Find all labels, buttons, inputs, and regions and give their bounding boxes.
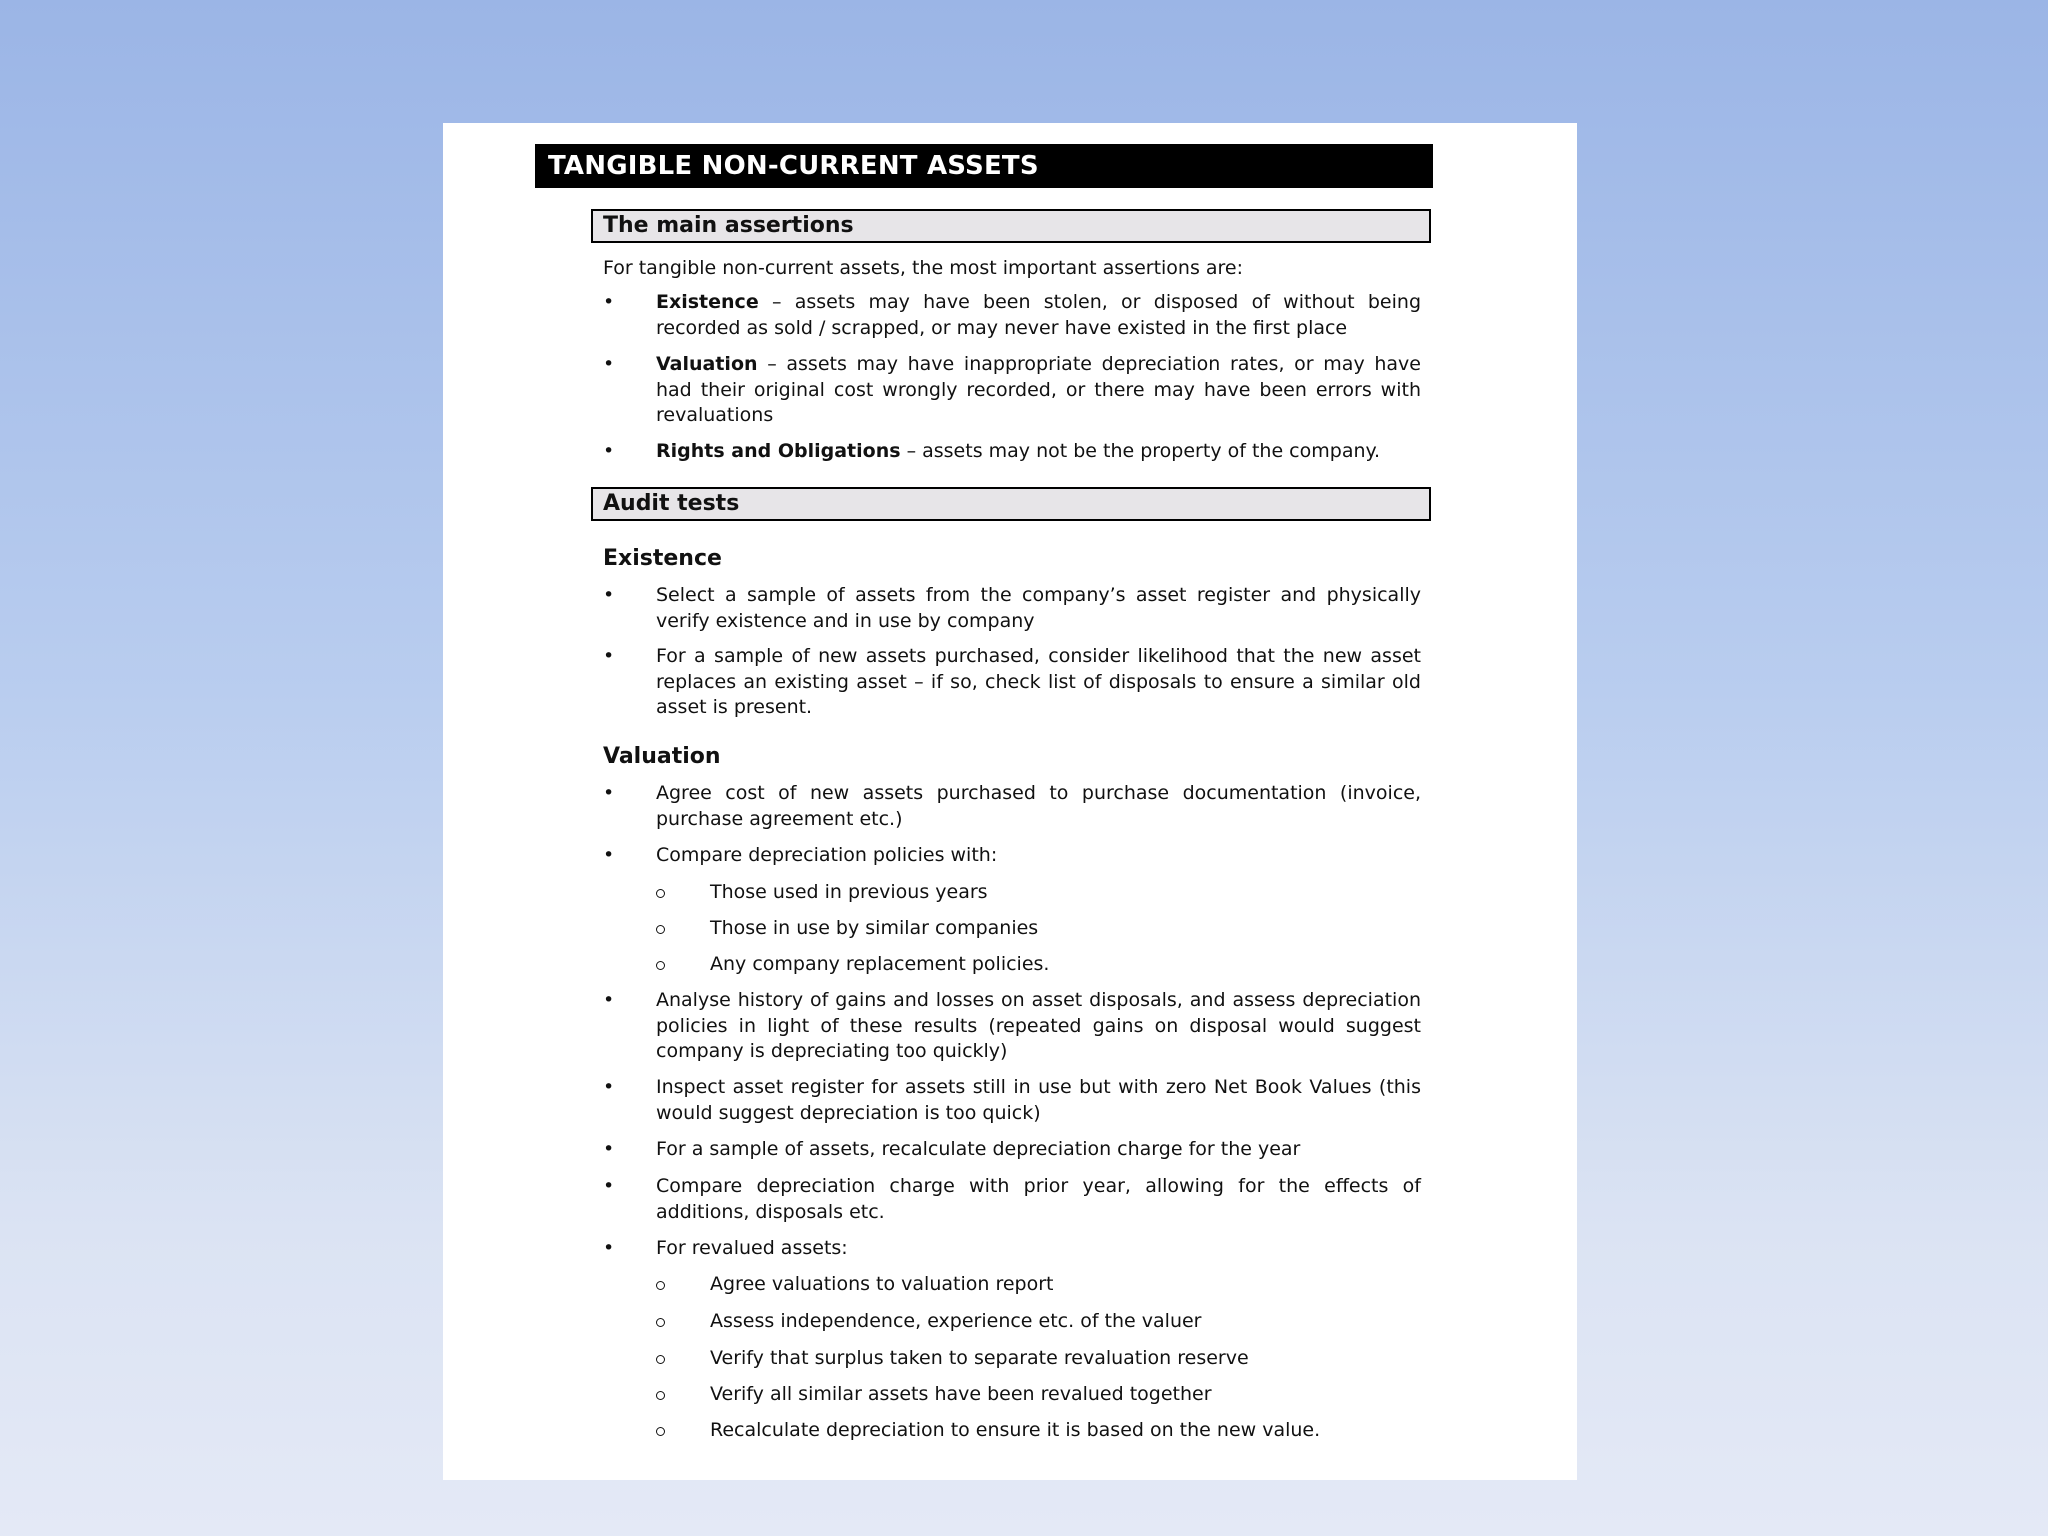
circle-bullet-icon	[656, 889, 665, 898]
assertion-item-existence	[603, 290, 1421, 341]
compare-sub-item: Any company replacement policies.	[656, 952, 1416, 978]
bullet-icon: •	[603, 291, 615, 313]
compare-sub-item: Those in use by similar companies	[656, 916, 1416, 942]
circle-bullet-icon	[656, 1427, 665, 1436]
bullet-icon: •	[603, 645, 615, 667]
circle-bullet-icon	[656, 1355, 665, 1364]
assertion-term: Existence	[656, 291, 759, 313]
bullet-icon: •	[603, 440, 615, 462]
subheading-valuation: Valuation	[603, 744, 721, 769]
document-page	[443, 123, 1577, 1480]
circle-bullet-icon	[656, 1281, 665, 1290]
bullet-icon: •	[603, 989, 615, 1011]
bullet-icon: •	[603, 844, 615, 866]
section-heading-assertions: The main assertions	[591, 209, 1431, 243]
bullet-icon: •	[603, 1175, 615, 1197]
bullet-icon: •	[603, 1138, 615, 1160]
valuation-test-item: • For a sample of assets, recalculate depreciation charge for the year	[603, 1137, 1421, 1163]
circle-bullet-icon	[656, 1318, 665, 1327]
revalued-sub-item: Verify all similar assets have been revalued together	[656, 1382, 1416, 1408]
circle-bullet-icon	[656, 925, 665, 934]
assertion-item-valuation	[603, 352, 1421, 429]
bullet-icon: •	[603, 1076, 615, 1098]
circle-bullet-icon	[656, 1391, 665, 1400]
valuation-test-item: • Inspect asset register for assets still in use but with zero Net Book Values (this would suggest depreciation is too quick)	[603, 1076, 1421, 1124]
valuation-test-item: • For revalued assets:	[603, 1236, 1421, 1262]
valuation-test-item: • Compare depreciation charge with prior year, allowing for the effects of additions, disposals etc.	[603, 1175, 1421, 1223]
bullet-icon: •	[603, 782, 615, 804]
revalued-sub-item: Assess independence, experience etc. of the valuer	[656, 1309, 1416, 1335]
compare-sub-item: Those used in previous years	[656, 880, 1416, 906]
existence-test-item: • For a sample of new assets purchased, consider likelihood that the new asset replaces an existing asset – if so, check list of disposals to ensure a similar old asset is present.	[603, 645, 1421, 718]
assertion-term: Valuation	[656, 353, 758, 375]
assertion-text: – assets may have inappropriate depreciation rates, or may have had their original cost wrongly recorded, or there may have been errors with revaluations	[656, 353, 1421, 426]
assertion-text: – assets may not be the property of the company.	[900, 440, 1381, 462]
revalued-sub-item: Agree valuations to valuation report	[656, 1272, 1416, 1298]
subheading-existence: Existence	[603, 546, 722, 571]
assertion-text: – assets may have been stolen, or disposed of without being recorded as sold / scrapped, or may never have existed in the first place	[656, 291, 1421, 339]
assertion-item-rights	[603, 439, 1421, 465]
bullet-icon: •	[603, 353, 615, 375]
existence-test-item: • Select a sample of assets from the company’s asset register and physically verify existence and in use by company	[603, 584, 1421, 632]
valuation-test-item: • Analyse history of gains and losses on asset disposals, and assess depreciation policies in light of these results (repeated gains on disposal would suggest company is depreciating too quickly)	[603, 989, 1421, 1062]
section-heading-audit-tests: Audit tests	[591, 487, 1431, 521]
bullet-icon: •	[603, 1237, 615, 1259]
circle-bullet-icon	[656, 961, 665, 970]
revalued-sub-item: Recalculate depreciation to ensure it is based on the new value.	[656, 1418, 1416, 1444]
document-title: TANGIBLE NON-CURRENT ASSETS	[535, 144, 1433, 188]
assertions-intro: For tangible non-current assets, the most important assertions are:	[603, 257, 1244, 279]
revalued-sub-item: Verify that surplus taken to separate revaluation reserve	[656, 1346, 1416, 1372]
bullet-icon: •	[603, 584, 615, 606]
valuation-test-item: • Compare depreciation policies with:	[603, 843, 1421, 869]
assertion-term: Rights and Obligations	[656, 440, 901, 462]
valuation-test-item: • Agree cost of new assets purchased to purchase documentation (invoice, purchase agreement etc.)	[603, 782, 1421, 830]
